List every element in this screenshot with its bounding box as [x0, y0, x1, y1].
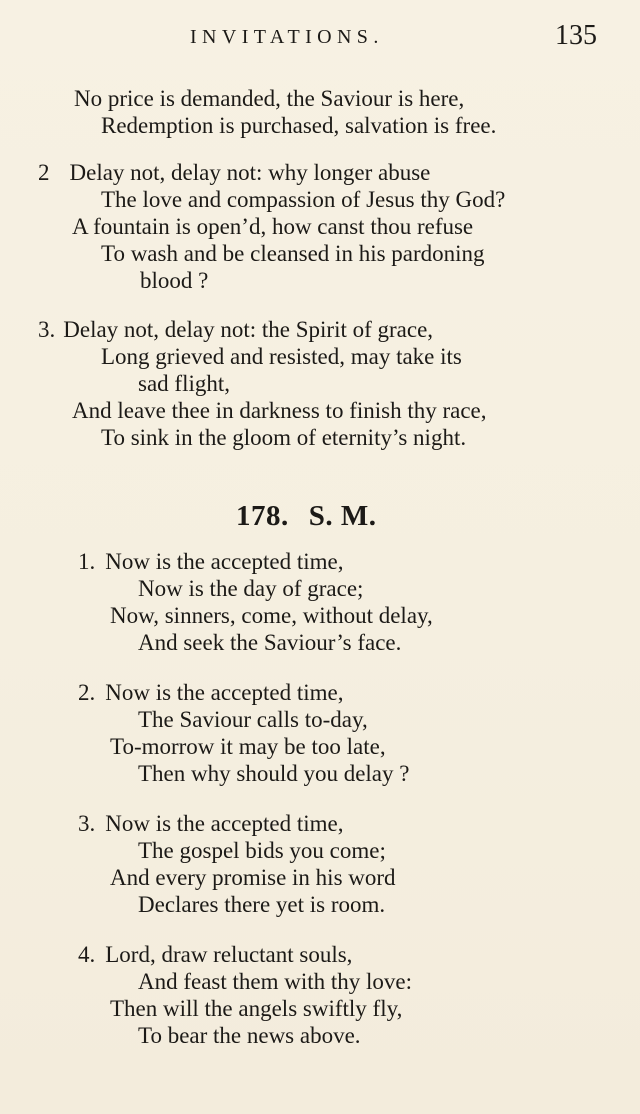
verse-line-text: Lord, draw reluctant souls, [105, 942, 353, 967]
verse-line: To-morrow it may be too late, [110, 734, 386, 759]
verse-line-text: Now is the accepted time, [105, 549, 344, 574]
running-head [0, 22, 640, 52]
verse-line: Long grieved and resisted, may take its [101, 344, 462, 369]
verse-line: sad flight, [138, 371, 230, 396]
verse-line-text: Now is the accepted time, [105, 680, 344, 705]
verse-line: A fountain is open’d, how canst thou refuse [72, 214, 474, 239]
verse-first-line [78, 941, 352, 968]
verse-first-line [78, 679, 343, 706]
verse-line: The love and compassion of Jesus thy God? [101, 187, 506, 212]
verse-number: 2 [38, 160, 50, 185]
verse-line: The Saviour calls to-day, [138, 707, 368, 732]
verse-number: 3. [38, 317, 56, 342]
verse-line: Now is the day of grace; [138, 576, 364, 601]
verse-line: To wash and be cleansed in his pardoning [101, 241, 485, 266]
verse-first-line [38, 316, 433, 343]
verse-line: To sink in the gloom of eternity’s night. [101, 425, 467, 450]
verse-number: 4. [78, 942, 96, 967]
verse-line: To bear the news above. [138, 1023, 361, 1048]
verse-line: No price is demanded, the Saviour is here, [74, 86, 465, 111]
page-number: 135 [555, 20, 597, 51]
verse-line: The gospel bids you come; [138, 838, 386, 863]
verse-line-text: Now is the accepted time, [105, 811, 344, 836]
verse-line: Now, sinners, come, without delay, [110, 603, 433, 628]
verse-line: Declares there yet is room. [138, 892, 386, 917]
verse-line-text: Delay not, delay not: the Spirit of grace, [63, 317, 434, 342]
hymn-meter: S. M. [308, 500, 377, 532]
verse-number: 2. [78, 680, 96, 705]
hymn-heading [236, 500, 377, 533]
running-title: INVITATIONS. [190, 26, 384, 48]
verse-line-text: Delay not, delay not: why longer abuse [69, 160, 431, 185]
verse-line: And leave thee in darkness to finish thy race, [72, 398, 487, 423]
verse-number: 3. [78, 811, 96, 836]
hymn-number: 178. [236, 500, 289, 532]
verse-first-line [78, 548, 343, 575]
verse-line: blood ? [140, 268, 209, 293]
verse-number: 1. [78, 549, 96, 574]
verse-first-line [78, 810, 343, 837]
verse-line: And every promise in his word [110, 865, 396, 890]
verse-line: Then why should you delay ? [138, 761, 410, 786]
verse-line: Then will the angels swiftly fly, [110, 996, 403, 1021]
verse-first-line [38, 159, 430, 186]
verse-line: And seek the Saviour’s face. [138, 630, 402, 655]
verse-line: Redemption is purchased, salvation is free. [101, 113, 497, 138]
verse-line: And feast them with thy love: [138, 969, 413, 994]
